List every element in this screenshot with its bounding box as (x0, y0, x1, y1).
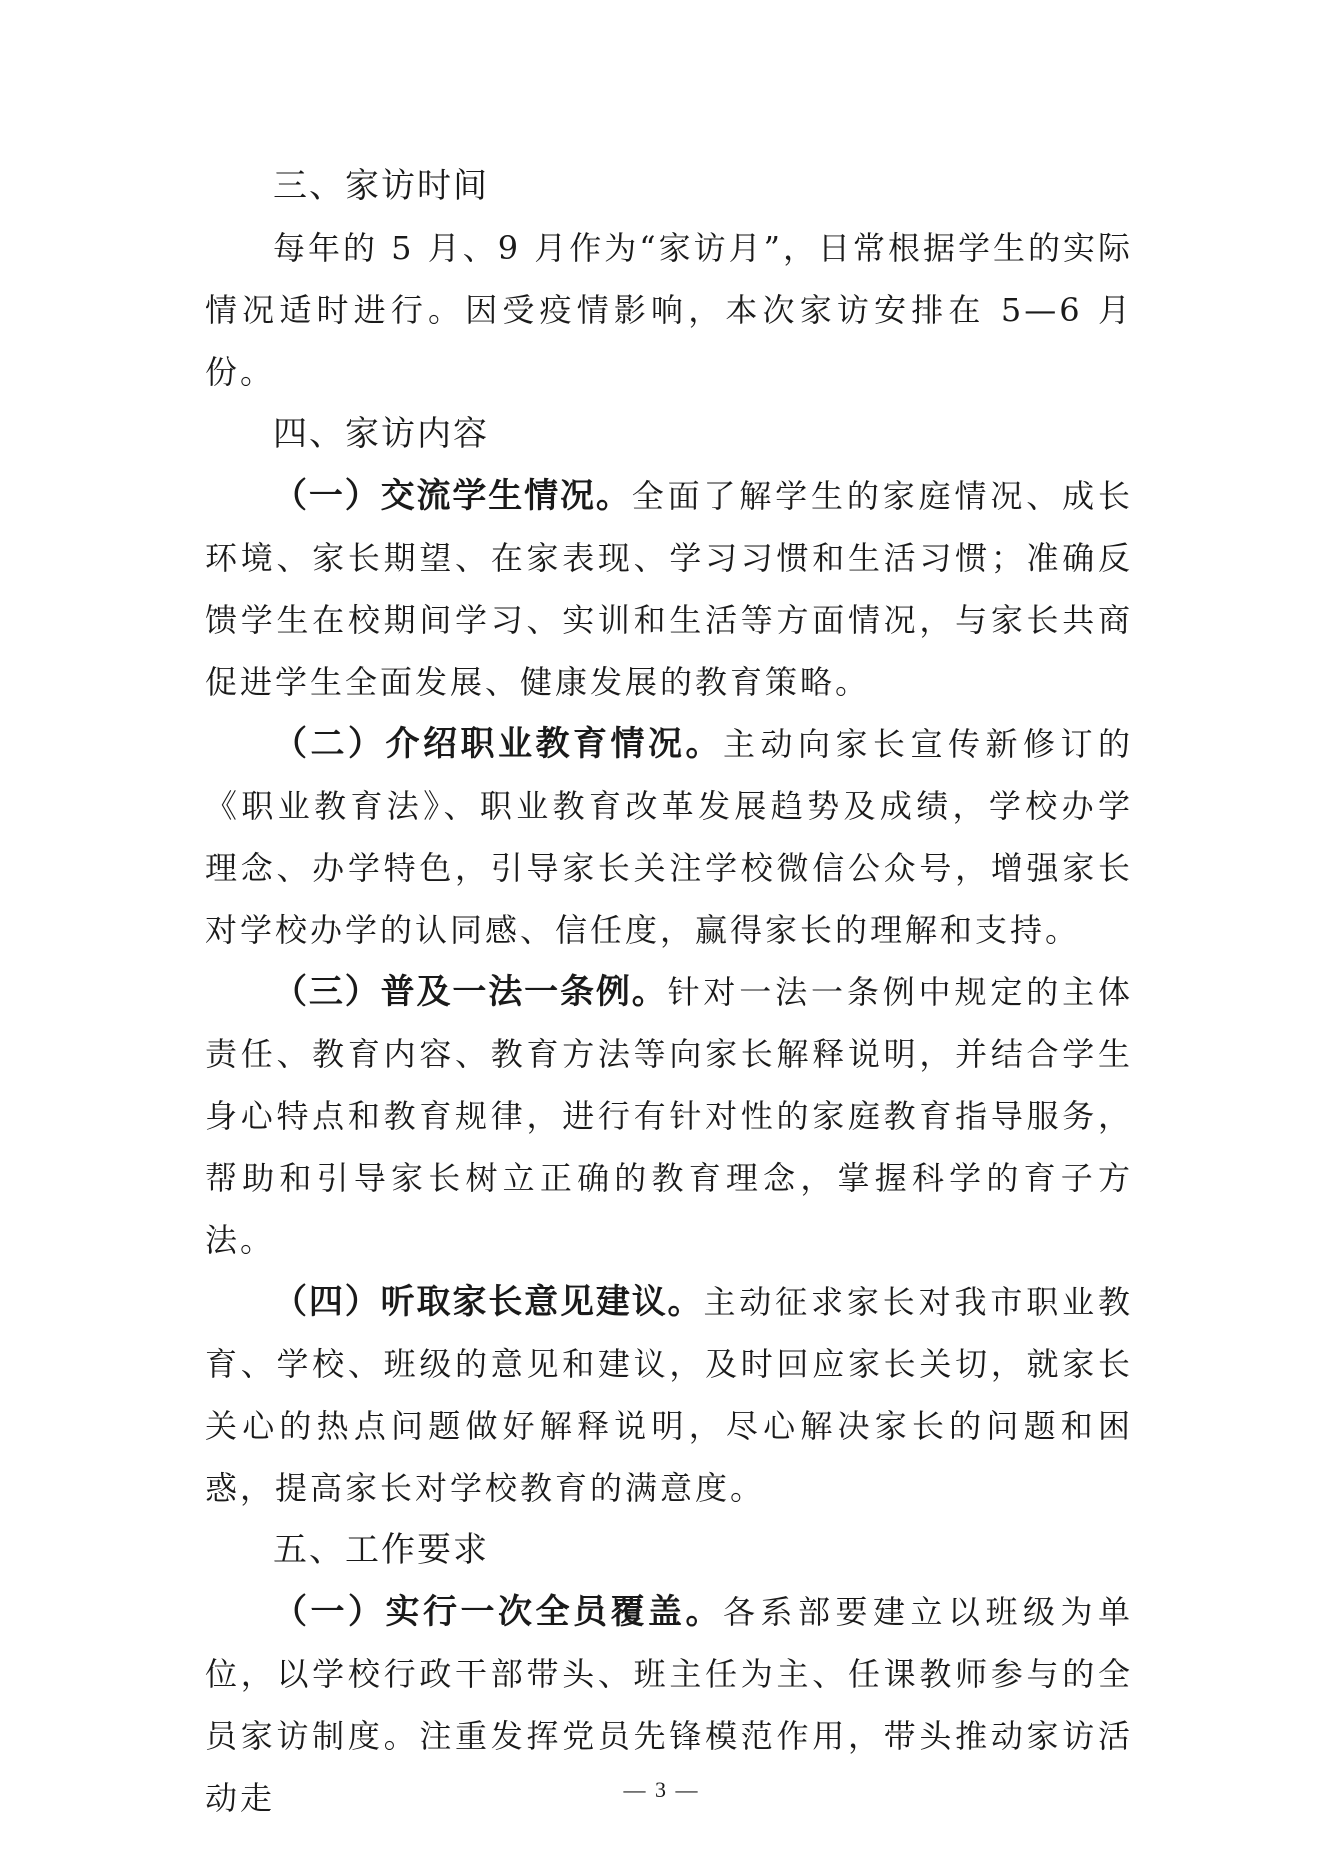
content-item-two-text: 主动向家长宣传新修订的《职业教育法》、职业教育改革发展趋势及成绩，学校办学理念、办学特色，引导家长关注学校微信公众号，增强家长对学校办学的认同感、信任度，赢得家长的理解和支持。 (205, 725, 1133, 949)
content-item-four (205, 1271, 1133, 1519)
content-item-three-lead: （三）普及一法一条例。 (273, 972, 668, 1012)
content-item-one-lead: （一）交流学生情况。 (273, 476, 632, 516)
visit-time-paragraph (205, 217, 1133, 403)
content-item-four-lead: （四）听取家长意见建议。 (273, 1282, 704, 1322)
content-item-two (205, 713, 1133, 961)
requirement-item-one-text: 各系部要建立以班级为单位，以学校行政干部带头、班主任为主、任课教师参与的全员家访制度。注重发挥党员先锋模范作用，带头推动家访活动走 (205, 1593, 1133, 1817)
document-body (205, 155, 1133, 1829)
content-item-four-text: 主动征求家长对我市职业教育、学校、班级的意见和建议，及时回应家长关切，就家长关心的热点问题做好解释说明，尽心解决家长的问题和困惑，提高家长对学校教育的满意度。 (205, 1283, 1133, 1507)
content-item-one-text: 全面了解学生的家庭情况、成长环境、家长期望、在家表现、学习习惯和生活习惯；准确反馈学生在校期间学习、实训和生活等方面情况，与家长共商促进学生全面发展、健康发展的教育策略。 (205, 477, 1133, 701)
content-item-one (205, 465, 1133, 713)
section-five-heading: 五、工作要求 (273, 1530, 489, 1570)
content-item-three (205, 961, 1133, 1271)
section-three-heading: 三、家访时间 (273, 166, 489, 206)
section-four-heading: 四、家访内容 (273, 414, 489, 454)
content-item-three-text: 针对一法一条例中规定的主体责任、教育内容、教育方法等向家长解释说明，并结合学生身心特点和教育规律，进行有针对性的家庭教育指导服务，帮助和引导家长树立正确的教育理念，掌握科学的育子方法。 (205, 973, 1133, 1259)
page-number: — 3 — (623, 1777, 700, 1802)
visit-time-text: 每年的 5 月、9 月作为“家访月”，日常根据学生的实际情况适时进行。因受疫情影响，本次家访安排在 5—6 月份。 (205, 229, 1133, 391)
requirement-item-one-lead: （一）实行一次全员覆盖。 (273, 1592, 723, 1632)
content-item-two-lead: （二）介绍职业教育情况。 (273, 724, 723, 764)
